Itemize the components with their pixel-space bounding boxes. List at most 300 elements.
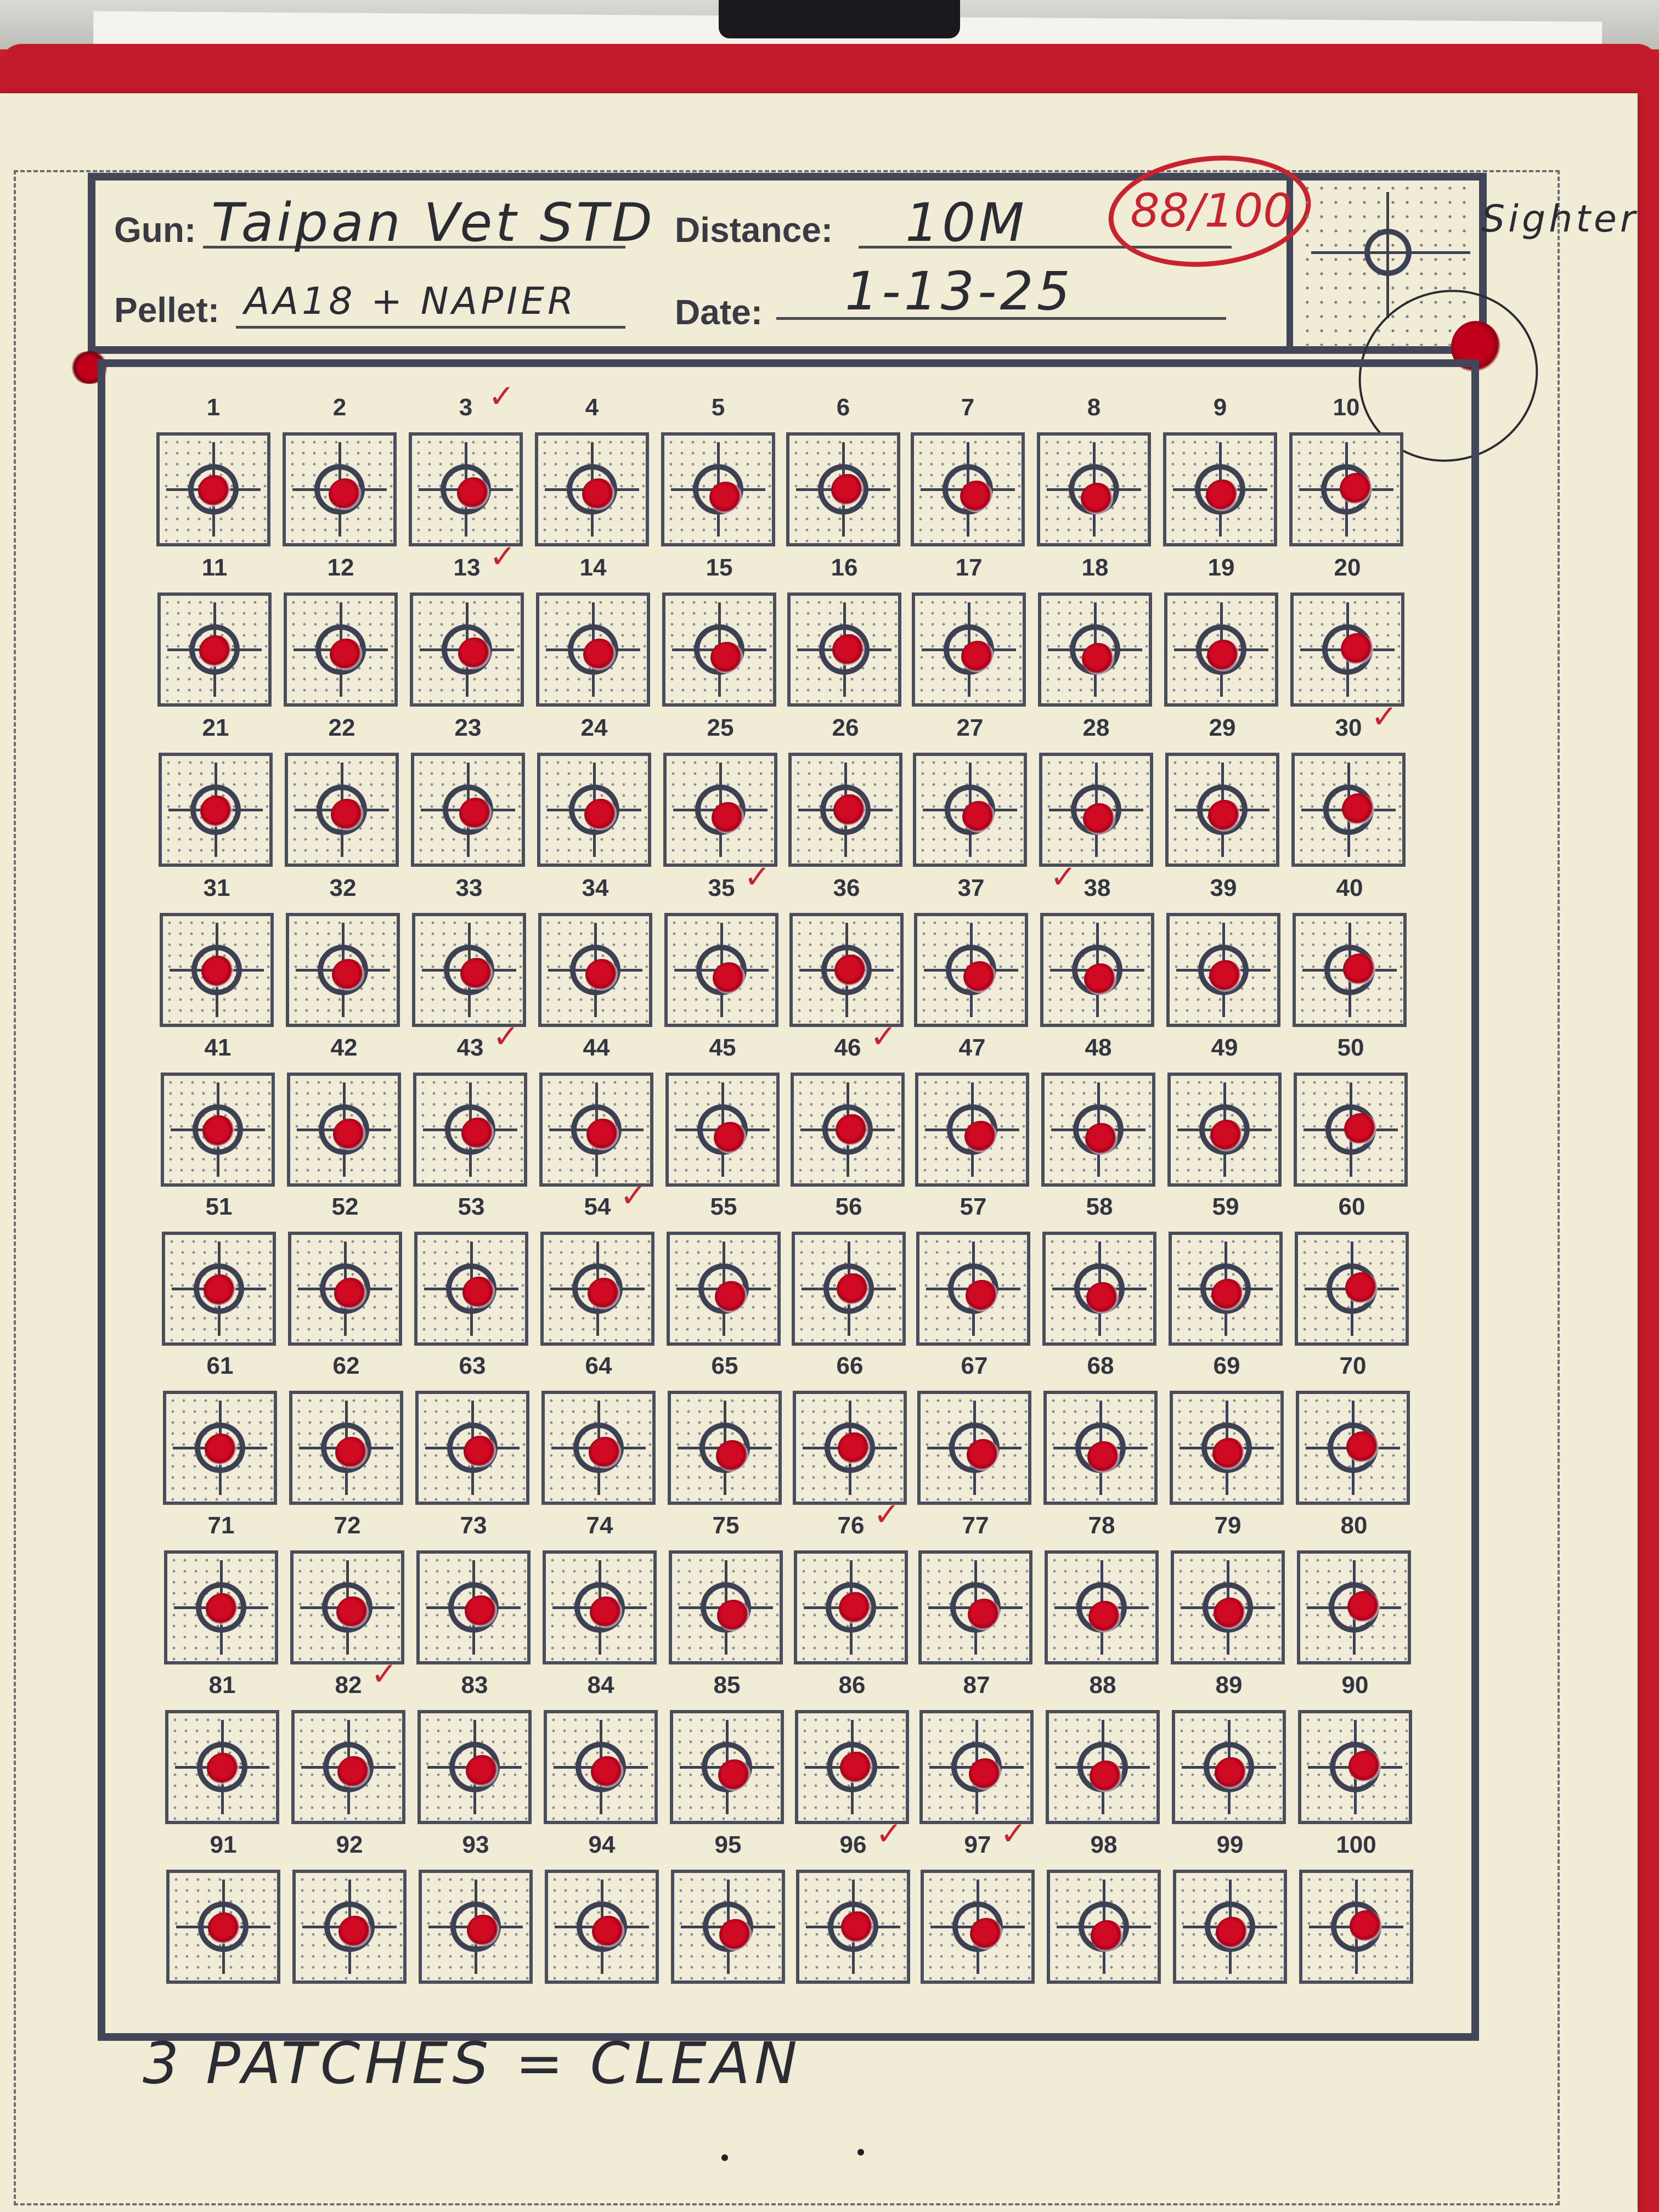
pellet-hole: [717, 1600, 750, 1632]
target-number: 96: [839, 1831, 867, 1858]
target-number: 50: [1337, 1034, 1364, 1061]
target-number: 94: [588, 1831, 616, 1858]
pellet-label: Pellet:: [114, 290, 220, 330]
pellet-hole: [1208, 800, 1241, 832]
target-number: 32: [329, 874, 357, 901]
target-number: 31: [203, 874, 230, 901]
target-card: [915, 1073, 1029, 1187]
target-number: 70: [1339, 1352, 1367, 1379]
target-number: 72: [334, 1512, 361, 1539]
target-number: 48: [1085, 1034, 1112, 1061]
pellet-hole: [833, 794, 866, 826]
pellet-hole: [1210, 1120, 1243, 1152]
target-card: [919, 1710, 1034, 1824]
target-number: 41: [204, 1034, 232, 1061]
pellet-hole: [202, 1115, 235, 1147]
date-value: 1-13-25: [845, 261, 1074, 322]
target-card: [287, 1073, 401, 1187]
target-card: [1165, 753, 1279, 867]
target-number: 74: [586, 1512, 613, 1539]
target-number: 6: [836, 394, 850, 421]
target-card: [537, 753, 651, 867]
target-number: 42: [330, 1034, 358, 1061]
check-mark: ✓: [1371, 698, 1398, 735]
check-mark: ✓: [371, 1655, 398, 1692]
target-card: [409, 432, 523, 546]
target-number: 26: [832, 714, 859, 741]
target-card: [543, 1550, 657, 1664]
pellet-hole: [970, 1918, 1003, 1950]
target-card: [292, 1870, 407, 1984]
target-number: 44: [583, 1034, 610, 1061]
check-mark: ✓: [876, 1815, 902, 1852]
target-card: [791, 1073, 905, 1187]
target-number: 95: [714, 1831, 742, 1858]
pellet-hole: [1341, 633, 1374, 665]
target-card: [165, 1710, 279, 1824]
pellet-hole: [205, 1434, 238, 1465]
pellet-hole: [198, 475, 231, 507]
distance-label: Distance:: [675, 210, 833, 250]
score: 88/100: [1130, 184, 1293, 238]
target-card: [159, 753, 273, 867]
target-number: 8: [1087, 394, 1101, 421]
pellet-hole: [968, 1599, 1001, 1630]
pellet-hole: [199, 635, 232, 667]
target-card: [412, 913, 526, 1027]
date-label: Date:: [675, 292, 763, 332]
pellet-hole: [590, 1596, 623, 1628]
pellet-hole: [204, 1274, 236, 1306]
target-number: 67: [961, 1352, 988, 1379]
pellet-hole: [588, 1278, 620, 1310]
target-card: [1047, 1870, 1161, 1984]
target-number: 39: [1210, 874, 1237, 901]
target-number: 69: [1213, 1352, 1240, 1379]
target-card: [1295, 1232, 1409, 1346]
pellet-hole: [207, 1753, 240, 1785]
check-mark: ✓: [1000, 1815, 1027, 1852]
pellet-hole: [329, 478, 362, 510]
target-card: [914, 913, 1028, 1027]
gun-label: Gun:: [114, 210, 196, 250]
target-number: 46: [834, 1034, 861, 1061]
target-number: 5: [711, 394, 725, 421]
pellet-hole: [337, 1756, 370, 1788]
target-card: [1041, 1073, 1155, 1187]
target-card: [1299, 1870, 1413, 1984]
target-card: [166, 1870, 280, 1984]
pellet-hole: [465, 1595, 498, 1627]
pellet-hole: [1340, 473, 1373, 505]
pellet-hole: [714, 1122, 747, 1154]
pellet-hole: [1088, 1601, 1121, 1633]
pellet-hole: [331, 799, 364, 831]
target-number: 66: [836, 1352, 864, 1379]
target-card: [912, 592, 1026, 707]
target-number: 92: [336, 1831, 363, 1858]
pellet-hole: [719, 1919, 752, 1951]
pellet-hole: [1083, 803, 1116, 835]
target-number: 53: [458, 1193, 485, 1220]
target-number: 91: [210, 1831, 237, 1858]
target-card: [918, 1550, 1032, 1664]
target-card: [284, 592, 398, 707]
target-number: 68: [1087, 1352, 1114, 1379]
pellet-hole: [1207, 640, 1240, 672]
pellet-hole: [584, 799, 617, 831]
binder-clip: [719, 0, 960, 38]
pellet-hole: [1214, 1598, 1246, 1629]
target-number: 20: [1334, 554, 1361, 581]
target-card: [1291, 753, 1406, 867]
target-number: 4: [585, 394, 599, 421]
target-card: [916, 1232, 1030, 1346]
target-number: 84: [587, 1672, 614, 1699]
pellet-hole: [1206, 479, 1239, 511]
check-mark: ✓: [489, 538, 516, 575]
pellet-hole: [462, 1277, 495, 1308]
target-number: 25: [707, 714, 734, 741]
pellet-hole: [460, 958, 493, 990]
target-card: [162, 1232, 276, 1346]
gun-value: Taipan Vet STD: [211, 192, 656, 253]
target-card: [410, 592, 524, 707]
target-card: [665, 1073, 780, 1187]
pellet-hole: [1347, 1591, 1380, 1623]
target-number: 55: [710, 1193, 737, 1220]
target-card: [283, 432, 397, 546]
pellet-hole: [585, 959, 618, 991]
pellet-hole: [461, 1118, 494, 1149]
pellet-hole: [332, 959, 365, 991]
target-card: [1294, 1073, 1408, 1187]
target-number: 47: [958, 1034, 986, 1061]
pellet-hole: [458, 637, 491, 669]
target-card: [667, 1232, 781, 1346]
target-number: 14: [579, 554, 607, 581]
pellet-value: AA18 + NAPIER: [244, 280, 577, 323]
pellet-hole: [330, 639, 363, 670]
target-card: [1170, 1391, 1284, 1505]
target-card: [661, 432, 775, 546]
target-number: 24: [580, 714, 608, 741]
pellet-hole: [713, 962, 746, 994]
target-card: [536, 592, 650, 707]
target-card: [1290, 592, 1404, 707]
pellet-hole: [1346, 1431, 1379, 1463]
pellet-hole: [335, 1437, 368, 1469]
distance-value: 10M: [905, 192, 1028, 253]
pellet-hole: [334, 1278, 367, 1310]
pellet-hole: [1084, 963, 1117, 995]
target-number: 35: [708, 874, 735, 901]
target-card: [788, 753, 902, 867]
pellet-hole: [715, 1281, 748, 1313]
target-card: [1298, 1710, 1412, 1824]
pellet-hole: [834, 955, 867, 986]
target-number: 12: [327, 554, 354, 581]
target-card: [786, 432, 900, 546]
target-card: [419, 1870, 533, 1984]
target-number: 85: [713, 1672, 741, 1699]
target-number: 45: [709, 1034, 736, 1061]
target-card: [1293, 913, 1407, 1027]
target-card: [163, 1391, 277, 1505]
paper-mark: [721, 2154, 728, 2161]
target-number: 97: [964, 1831, 991, 1858]
target-number: 65: [711, 1352, 738, 1379]
target-card: [1164, 592, 1278, 707]
pellet-hole: [208, 1912, 241, 1944]
pellet-hole: [1090, 1760, 1122, 1792]
pellet-hole: [832, 634, 865, 666]
target-card: [539, 1073, 653, 1187]
pellet-hole: [964, 1121, 997, 1153]
target-card: [671, 1870, 785, 1984]
target-card: [538, 913, 652, 1027]
target-number: 33: [455, 874, 483, 901]
target-card: [913, 753, 1027, 867]
pellet-hole: [589, 1437, 622, 1469]
pellet-hole: [1344, 1113, 1377, 1145]
target-number: 99: [1216, 1831, 1244, 1858]
target-number: 1: [206, 394, 221, 421]
target-number: 80: [1340, 1512, 1368, 1539]
target-card: [545, 1870, 659, 1984]
pellet-hole: [459, 798, 492, 830]
pellet-hole: [712, 802, 744, 834]
pellet-hole: [592, 1916, 625, 1948]
target-number: 88: [1089, 1672, 1116, 1699]
pellet-hole: [1212, 1438, 1245, 1470]
target-number: 79: [1214, 1512, 1242, 1539]
target-number: 56: [835, 1193, 862, 1220]
pellet-hole: [1211, 1279, 1244, 1311]
pellet-hole: [831, 474, 864, 506]
pellet-hole: [841, 1911, 874, 1943]
target-number: 54: [584, 1193, 611, 1220]
target-card: [1172, 1710, 1286, 1824]
target-number: 100: [1336, 1831, 1376, 1858]
target-card: [156, 432, 270, 546]
pellet-hole: [837, 1273, 870, 1305]
pellet-hole: [710, 642, 743, 674]
pellet-hole: [967, 1439, 1000, 1471]
target-card: [1037, 432, 1151, 546]
target-number: 90: [1341, 1672, 1369, 1699]
target-number: 93: [462, 1831, 489, 1858]
target-number: 73: [460, 1512, 487, 1539]
target-card: [288, 1232, 402, 1346]
pellet-hole: [457, 477, 490, 509]
target-card: [1169, 1232, 1283, 1346]
target-card: [1040, 913, 1154, 1027]
target-number: 81: [208, 1672, 236, 1699]
check-mark: ✓: [873, 1496, 900, 1533]
pellet-hole: [839, 1592, 872, 1624]
target-number: 59: [1212, 1193, 1239, 1220]
target-card: [1039, 753, 1153, 867]
target-card: [921, 1870, 1035, 1984]
target-number: 17: [955, 554, 983, 581]
target-number: 29: [1209, 714, 1236, 741]
pellet-hole: [1081, 483, 1114, 515]
check-mark: ✓: [870, 1018, 897, 1055]
target-number: 63: [459, 1352, 486, 1379]
pellet-hole: [200, 795, 233, 827]
pellet-hole: [201, 956, 234, 988]
target-number: 77: [962, 1512, 989, 1539]
pellet-hole: [1215, 1757, 1248, 1789]
target-card: [1171, 1550, 1285, 1664]
target-number: 10: [1333, 394, 1360, 421]
pellet-hole: [1082, 643, 1115, 675]
target-card: [795, 1710, 909, 1824]
sighter-label: Sighter: [1481, 198, 1639, 241]
target-card: [1043, 1391, 1158, 1505]
target-card: [1167, 1073, 1282, 1187]
footer-note: 3 PATCHES = CLEAN: [143, 2030, 802, 2097]
target-number: 9: [1213, 394, 1227, 421]
target-number: 16: [831, 554, 858, 581]
target-number: 11: [201, 554, 228, 581]
target-card: [663, 753, 777, 867]
target-number: 43: [456, 1034, 484, 1061]
check-mark: ✓: [493, 1018, 520, 1055]
target-card: [794, 1550, 908, 1664]
target-card: [415, 1391, 529, 1505]
pellet-hole: [1086, 1282, 1119, 1314]
target-card: [1046, 1710, 1160, 1824]
target-card: [793, 1391, 907, 1505]
target-card: [285, 753, 399, 867]
target-number: 34: [582, 874, 609, 901]
pellet-hole: [586, 1119, 619, 1150]
target-card: [1042, 1232, 1156, 1346]
target-card: [787, 592, 901, 707]
pellet-hole: [583, 639, 616, 670]
target-number: 76: [837, 1512, 865, 1539]
check-mark: ✓: [488, 377, 515, 415]
target-card: [1163, 432, 1277, 546]
target-number: 71: [207, 1512, 235, 1539]
target-number: 3: [459, 394, 473, 421]
target-card: [417, 1710, 532, 1824]
target-number: 30: [1335, 714, 1362, 741]
target-card: [291, 1710, 405, 1824]
target-card: [1045, 1550, 1159, 1664]
target-number: 22: [328, 714, 356, 741]
target-number: 27: [956, 714, 984, 741]
pellet-hole: [716, 1440, 749, 1472]
pellet-hole: [464, 1436, 496, 1468]
pellet-hole: [591, 1756, 624, 1788]
target-number: 78: [1088, 1512, 1115, 1539]
pellet-hole: [963, 961, 996, 993]
pellet-hole: [1342, 793, 1375, 825]
pellet-hole: [1085, 1123, 1118, 1155]
pellet-hole: [466, 1755, 499, 1787]
pellet-hole: [206, 1593, 239, 1625]
target-number: 37: [957, 874, 985, 901]
target-card: [664, 913, 778, 1027]
target-card: [540, 1232, 654, 1346]
target-card: [1289, 432, 1403, 546]
target-card: [286, 913, 400, 1027]
pellet-hole: [836, 1114, 868, 1146]
pellet-hole: [1091, 1920, 1124, 1952]
target-number: 13: [453, 554, 481, 581]
paper-mark: [857, 2149, 864, 2155]
target-card: [535, 432, 649, 546]
pellet-hole: [1087, 1441, 1120, 1473]
target-number: 52: [331, 1193, 359, 1220]
target-number: 75: [712, 1512, 740, 1539]
target-number: 15: [706, 554, 733, 581]
target-card: [411, 753, 525, 867]
pellet-underline: [236, 326, 625, 329]
target-number: 36: [833, 874, 860, 901]
target-card: [160, 913, 274, 1027]
pellet-hole: [1345, 1272, 1378, 1304]
target-number: 58: [1086, 1193, 1113, 1220]
target-number: 21: [202, 714, 229, 741]
check-mark: ✓: [1050, 858, 1077, 895]
target-number: 38: [1084, 874, 1111, 901]
target-number: 23: [454, 714, 482, 741]
target-card: [1297, 1550, 1411, 1664]
target-number: 2: [332, 394, 347, 421]
target-number: 49: [1211, 1034, 1238, 1061]
pellet-hole: [1343, 953, 1376, 985]
target-number: 18: [1081, 554, 1109, 581]
check-mark: ✓: [744, 858, 771, 895]
target-number: 7: [961, 394, 975, 421]
target-card: [662, 592, 776, 707]
pellet-hole: [467, 1915, 500, 1946]
target-number: 28: [1082, 714, 1110, 741]
target-card: [290, 1550, 404, 1664]
target-card: [792, 1232, 906, 1346]
target-number: 61: [206, 1352, 234, 1379]
check-mark: ✓: [620, 1177, 647, 1214]
target-number: 64: [585, 1352, 612, 1379]
target-card: [164, 1550, 278, 1664]
target-card: [670, 1710, 784, 1824]
target-card: [911, 432, 1025, 546]
target-card: [413, 1073, 527, 1187]
pellet-hole: [1348, 1751, 1381, 1782]
target-number: 98: [1090, 1831, 1118, 1858]
pellet-hole: [962, 801, 995, 833]
pellet-hole: [1216, 1917, 1249, 1949]
target-number: 57: [960, 1193, 987, 1220]
target-card: [157, 592, 272, 707]
pellet-hole: [336, 1596, 369, 1628]
target-number: 87: [963, 1672, 990, 1699]
pellet-hole: [838, 1432, 871, 1464]
target-card: [669, 1550, 783, 1664]
target-card: [1038, 592, 1152, 707]
target-number: 60: [1338, 1193, 1365, 1220]
pellet-hole: [333, 1119, 366, 1150]
pellet-hole: [961, 641, 994, 673]
target-card: [161, 1073, 275, 1187]
target-card: [789, 913, 904, 1027]
pellet-hole: [969, 1758, 1002, 1790]
target-card: [1173, 1870, 1287, 1984]
